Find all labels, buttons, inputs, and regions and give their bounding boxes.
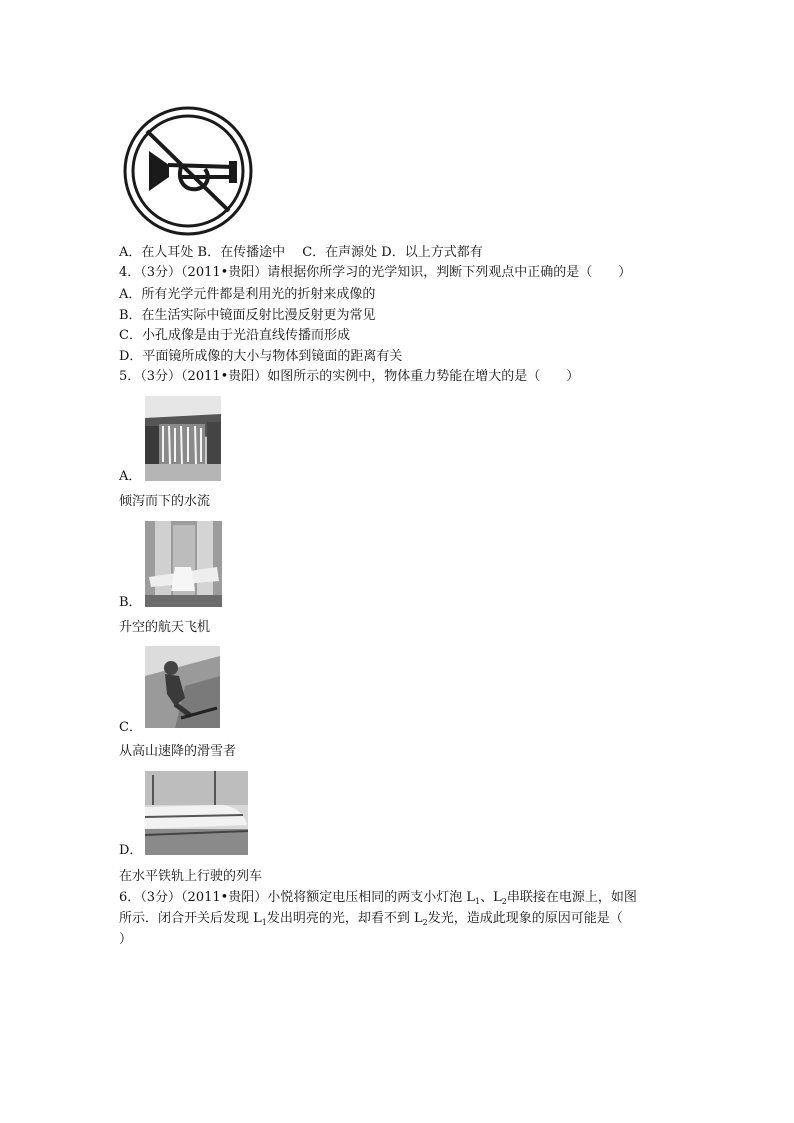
no-honking-sign-icon [121,105,255,237]
q5-option-d-caption: 在水平铁轨上行驶的列车 [119,869,263,884]
q5-option-c-letter: C． [119,720,142,735]
q4-stem: 4．（3分）（2011•贵阳）请根据你所学习的光学知识，判断下列观点中正确的是（ ） [119,265,632,280]
q4-option-a: A．所有光学元件都是利用光的折射来成像的 [119,287,376,302]
q5-option-a-letter: A． [119,469,142,484]
q5-option-b-letter: B． [119,595,142,610]
space-shuttle-photo [145,521,222,607]
q5-option-c-caption: 从高山速降的滑雪者 [119,744,237,759]
q4-option-c: C．小孔成像是由于光沿直线传播而形成 [119,328,350,343]
q5-stem: 5．（3分）（2011•贵阳）如图所示的实例中，物体重力势能在增大的是（ ） [119,369,580,384]
q6-line-2: 所示．闭合开关后发现 $L_1$发出明亮的光，却看不到 $L_2$发光，造成此现象的原因可能是（ [119,911,623,927]
q6-line-1: 6．（3分）（2011•贵阳）小悦将额定电压相同的两支小灯泡 $L_1$、$L_2$串联接在电源上，如图 [119,890,637,906]
q5-option-b-caption: 升空的航天飞机 [119,620,211,635]
q3-options: A．在人耳处 B．在传播途中 C．在声源处 D．以上方式都有 [119,245,483,260]
skier-photo [145,646,220,728]
q4-option-b: B．在生活实际中镜面反射比漫反射更为常见 [119,308,376,323]
waterfall-photo [145,396,221,481]
train-photo [145,771,248,855]
q5-option-a-caption: 倾泻而下的水流 [119,494,211,509]
q5-option-d-letter: D． [119,843,143,858]
q4-option-d: D．平面镜所成像的大小与物体到镜面的距离有关 [119,349,403,364]
q6-line-3: ） [119,932,133,947]
